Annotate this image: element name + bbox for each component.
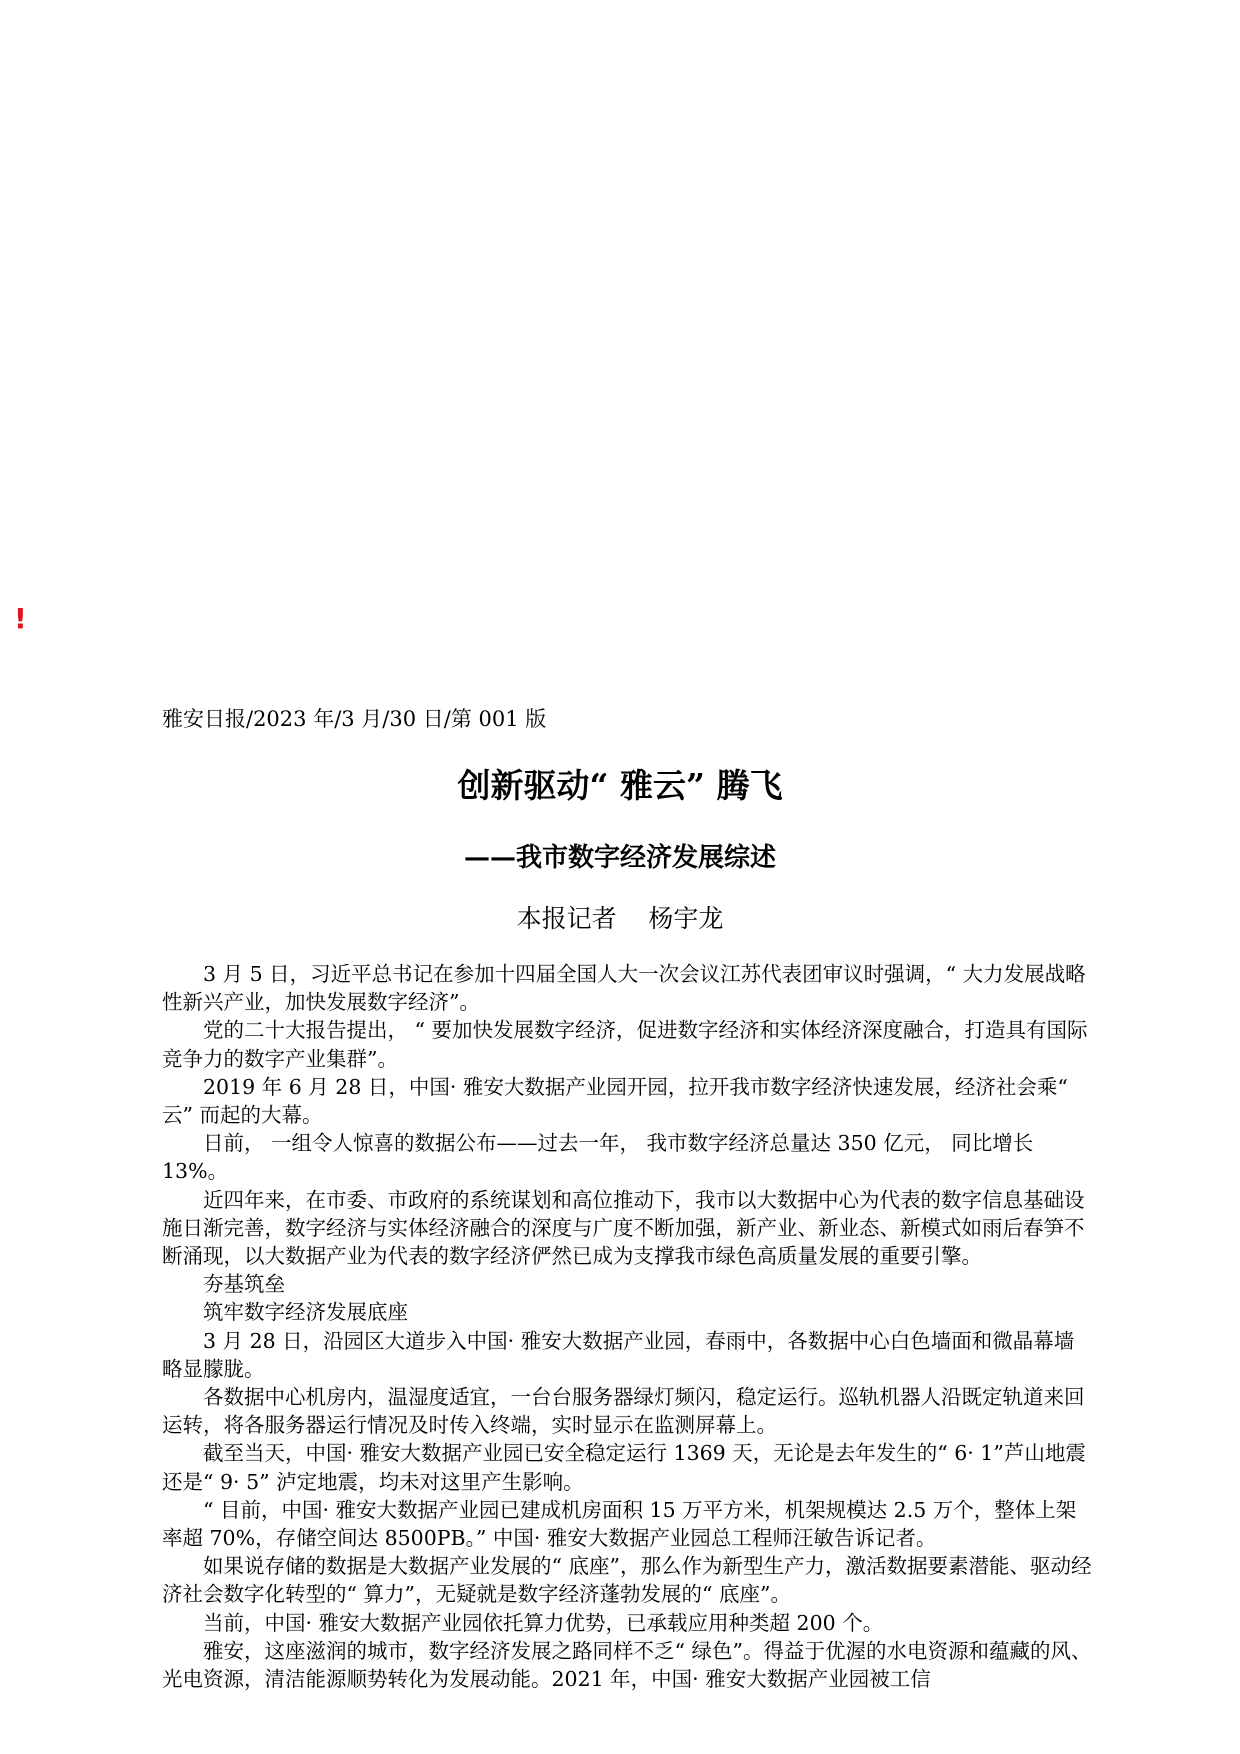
source-line: 雅安日报/2023 年/3 月/30 日/第 001 版 [162, 707, 547, 731]
paragraph: 雅安，这座滋润的城市，数字经济发展之路同样不乏“ 绿色”。得益于优渥的水电资源和蕴藏的风、光电资源，清洁能源顺势转化为发展动能。2021 年，中国· 雅安大数据产业园被工信 [162, 1638, 1092, 1692]
paragraph: “ 目前，中国· 雅安大数据产业园已建成机房面积 15 万平方米，机架规模达 2.5 万个，整体上架率超 70%，存储空间达 8500PB。” 中国· 雅安大数据产业园总工程师汪敏告诉记者。 [162, 1497, 1077, 1551]
article-subtitle: ——我市数字经济发展综述 [463, 843, 776, 873]
paragraph: 3 月 5 日，习近平总书记在参加十四届全国人大一次会议江苏代表团审议时强调，“ 大力发展战略性新兴产业，加快发展数字经济”。 [162, 962, 1086, 1015]
paragraph: 3 月 28 日，沿园区大道步入中国· 雅安大数据产业园，春雨中，各数据中心白色墙面和微晶幕墙略显朦胧。 [162, 1328, 1075, 1381]
paragraph: 截至当天，中国· 雅安大数据产业园已安全稳定运行 1369 天，无论是去年发生的“ 6· 1”芦山地震还是“ 9· 5” 泸定地震，均未对这里产生影响。 [162, 1441, 1086, 1494]
paragraph: 各数据中心机房内，温湿度适宜，一台台服务器绿灯频闪，稳定运行。巡轨机器人沿既定轨道来回运转，将各服务器运行情况及时传入终端，实时显示在监测屏幕上。 [162, 1385, 1085, 1438]
byline: 本报记者 杨宇龙 [516, 904, 724, 933]
section-heading: 夯基筑垒 [203, 1272, 285, 1297]
paragraph: 近四年来，在市委、市政府的系统谋划和高位推动下，我市以大数据中心为代表的数字信息基础设施日渐完善，数字经济与实体经济融合的深度与广度不断加强，新产业、新业态、新模式如雨后春笋不断涌现，以大数据产业为代表的数字经济俨然已成为支撑我市绿色高质量发展的重要引擎。 [162, 1187, 1085, 1269]
red-exclamation-mark: ! [14, 602, 27, 635]
article-body [162, 960, 1092, 1693]
paragraph: 如果说存储的数据是大数据产业发展的“ 底座”，那么作为新型生产力，激活数据要素潜能、驱动经济社会数字化转型的“ 算力”，无疑就是数字经济蓬勃发展的“ 底座”。 [162, 1554, 1092, 1607]
paragraph: 当前，中国· 雅安大数据产业园依托算力优势，已承载应用种类超 200 个。 [203, 1610, 884, 1635]
article-title: 创新驱动“ 雅云” 腾飞 [457, 766, 783, 805]
paragraph: 日前， 一组令人惊喜的数据公布——过去一年， 我市数字经济总量达 350 亿元， 同比增长 13%。 [162, 1131, 1034, 1184]
section-heading: 筑牢数字经济发展底座 [203, 1300, 408, 1325]
paragraph: 党的二十大报告提出， “ 要加快发展数字经济，促进数字经济和实体经济深度融合，打造具有国际竞争力的数字产业集群”。 [162, 1018, 1088, 1071]
paragraph: 2019 年 6 月 28 日，中国· 雅安大数据产业园开园，拉开我市数字经济快速发展，经济社会乘“ 云” 而起的大幕。 [162, 1074, 1068, 1128]
